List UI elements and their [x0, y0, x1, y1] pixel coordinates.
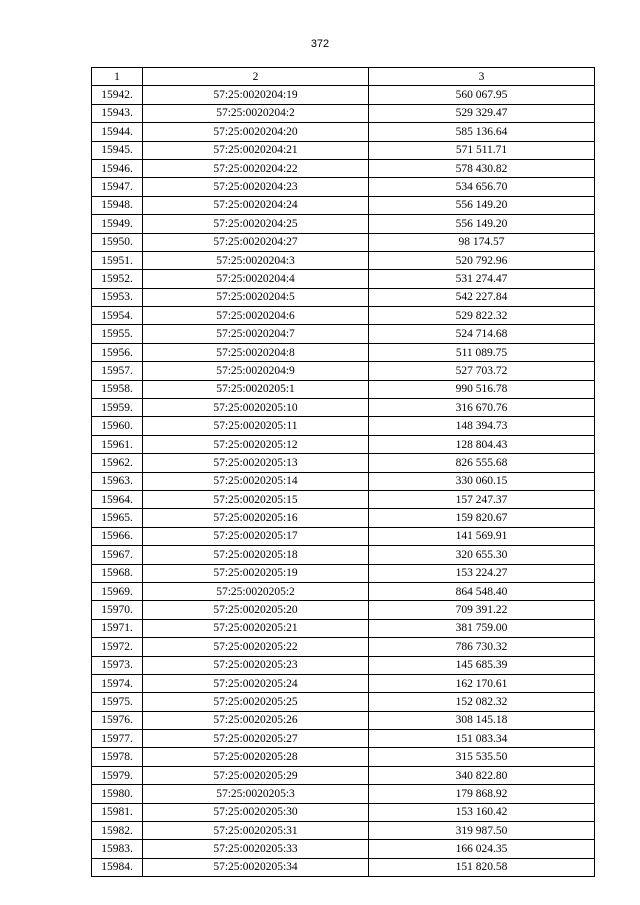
cadastral-number-cell: 57:25:0020204:4	[143, 270, 369, 288]
table-row	[92, 527, 595, 545]
cadastral-number-cell: 57:25:0020205:27	[143, 730, 369, 748]
value-cell: 381 759.00	[369, 619, 595, 637]
row-number-cell: 15952.	[92, 270, 143, 288]
row-number-cell: 15946.	[92, 159, 143, 177]
row-number-cell: 15984.	[92, 858, 143, 876]
row-number-cell: 15958.	[92, 380, 143, 398]
table-row	[92, 288, 595, 306]
value-cell: 542 227.84	[369, 288, 595, 306]
cadastral-number-cell: 57:25:0020205:20	[143, 601, 369, 619]
value-cell: 709 391.22	[369, 601, 595, 619]
cadastral-number-cell: 57:25:0020204:6	[143, 307, 369, 325]
table-row	[92, 822, 595, 840]
cadastral-number-cell: 57:25:0020205:33	[143, 840, 369, 858]
value-cell: 527 703.72	[369, 362, 595, 380]
row-number-cell: 15959.	[92, 399, 143, 417]
value-cell: 151 820.58	[369, 858, 595, 876]
cadastral-number-cell: 57:25:0020204:22	[143, 159, 369, 177]
value-cell: 524 714.68	[369, 325, 595, 343]
row-number-cell: 15947.	[92, 178, 143, 196]
row-number-cell: 15953.	[92, 288, 143, 306]
cadastral-number-cell: 57:25:0020205:2	[143, 582, 369, 600]
header-col-2: 2	[143, 68, 369, 86]
cadastral-number-cell: 57:25:0020205:34	[143, 858, 369, 876]
row-number-cell: 15968.	[92, 564, 143, 582]
row-number-cell: 15956.	[92, 343, 143, 361]
table-row	[92, 730, 595, 748]
value-cell: 152 082.32	[369, 693, 595, 711]
row-number-cell: 15970.	[92, 601, 143, 619]
page-number: 372	[310, 38, 330, 50]
value-cell: 98 174.57	[369, 233, 595, 251]
cadastral-number-cell: 57:25:0020204:19	[143, 86, 369, 104]
table-header	[92, 68, 595, 86]
value-cell: 316 670.76	[369, 399, 595, 417]
row-number-cell: 15962.	[92, 454, 143, 472]
table-row	[92, 104, 595, 122]
value-cell: 826 555.68	[369, 454, 595, 472]
cadastral-number-cell: 57:25:0020205:31	[143, 822, 369, 840]
value-cell: 148 394.73	[369, 417, 595, 435]
cadastral-number-cell: 57:25:0020205:14	[143, 472, 369, 490]
value-cell: 128 804.43	[369, 435, 595, 453]
value-cell: 145 685.39	[369, 656, 595, 674]
table-row	[92, 215, 595, 233]
cadastral-number-cell: 57:25:0020204:27	[143, 233, 369, 251]
value-cell: 864 548.40	[369, 582, 595, 600]
cadastral-number-cell: 57:25:0020205:28	[143, 748, 369, 766]
table-row	[92, 582, 595, 600]
row-number-cell: 15945.	[92, 141, 143, 159]
value-cell: 529 329.47	[369, 104, 595, 122]
table-row	[92, 674, 595, 692]
table-row	[92, 601, 595, 619]
cadastral-number-cell: 57:25:0020204:25	[143, 215, 369, 233]
row-number-cell: 15965.	[92, 509, 143, 527]
value-cell: 556 149.20	[369, 215, 595, 233]
table-row	[92, 362, 595, 380]
value-cell: 159 820.67	[369, 509, 595, 527]
row-number-cell: 15982.	[92, 822, 143, 840]
value-cell: 315 535.50	[369, 748, 595, 766]
table-row	[92, 858, 595, 876]
row-number-cell: 15961.	[92, 435, 143, 453]
header-col-3: 3	[369, 68, 595, 86]
table-row	[92, 490, 595, 508]
value-cell: 141 569.91	[369, 527, 595, 545]
value-cell: 534 656.70	[369, 178, 595, 196]
table-row	[92, 141, 595, 159]
value-cell: 585 136.64	[369, 123, 595, 141]
cadastral-number-cell: 57:25:0020204:3	[143, 251, 369, 269]
row-number-cell: 15978.	[92, 748, 143, 766]
row-number-cell: 15967.	[92, 546, 143, 564]
table-row	[92, 693, 595, 711]
table-row	[92, 711, 595, 729]
row-number-cell: 15981.	[92, 803, 143, 821]
table-body	[92, 86, 595, 877]
value-cell: 511 089.75	[369, 343, 595, 361]
row-number-cell: 15964.	[92, 490, 143, 508]
value-cell: 531 274.47	[369, 270, 595, 288]
cadastral-number-cell: 57:25:0020204:21	[143, 141, 369, 159]
row-number-cell: 15973.	[92, 656, 143, 674]
row-number-cell: 15943.	[92, 104, 143, 122]
value-cell: 308 145.18	[369, 711, 595, 729]
row-number-cell: 15975.	[92, 693, 143, 711]
header-col-1: 1	[92, 68, 143, 86]
cadastral-number-cell: 57:25:0020205:12	[143, 435, 369, 453]
table-row	[92, 546, 595, 564]
value-cell: 157 247.37	[369, 490, 595, 508]
table-row	[92, 766, 595, 784]
value-cell: 556 149.20	[369, 196, 595, 214]
value-cell: 179 868.92	[369, 785, 595, 803]
row-number-cell: 15950.	[92, 233, 143, 251]
cadastral-number-cell: 57:25:0020205:24	[143, 674, 369, 692]
table-row	[92, 178, 595, 196]
table-row	[92, 380, 595, 398]
row-number-cell: 15942.	[92, 86, 143, 104]
table-row	[92, 656, 595, 674]
table-row	[92, 840, 595, 858]
table-row	[92, 803, 595, 821]
row-number-cell: 15966.	[92, 527, 143, 545]
value-cell: 578 430.82	[369, 159, 595, 177]
table-row	[92, 748, 595, 766]
row-number-cell: 15960.	[92, 417, 143, 435]
value-cell: 786 730.32	[369, 638, 595, 656]
header-row	[92, 68, 595, 86]
value-cell: 571 511.71	[369, 141, 595, 159]
row-number-cell: 15954.	[92, 307, 143, 325]
row-number-cell: 15949.	[92, 215, 143, 233]
row-number-cell: 15944.	[92, 123, 143, 141]
row-number-cell: 15972.	[92, 638, 143, 656]
row-number-cell: 15963.	[92, 472, 143, 490]
cadastral-number-cell: 57:25:0020205:30	[143, 803, 369, 821]
table-row	[92, 251, 595, 269]
cadastral-number-cell: 57:25:0020205:22	[143, 638, 369, 656]
value-cell: 320 655.30	[369, 546, 595, 564]
table-row	[92, 472, 595, 490]
value-cell: 162 170.61	[369, 674, 595, 692]
cadastral-number-cell: 57:25:0020205:16	[143, 509, 369, 527]
cadastral-number-cell: 57:25:0020205:29	[143, 766, 369, 784]
table-row	[92, 454, 595, 472]
row-number-cell: 15951.	[92, 251, 143, 269]
value-cell: 560 067.95	[369, 86, 595, 104]
row-number-cell: 15969.	[92, 582, 143, 600]
value-cell: 151 083.34	[369, 730, 595, 748]
cadastral-number-cell: 57:25:0020204:20	[143, 123, 369, 141]
table-row	[92, 785, 595, 803]
table-row	[92, 509, 595, 527]
row-number-cell: 15983.	[92, 840, 143, 858]
cadastral-number-cell: 57:25:0020205:13	[143, 454, 369, 472]
cadastral-number-cell: 57:25:0020205:11	[143, 417, 369, 435]
cadastral-number-cell: 57:25:0020205:10	[143, 399, 369, 417]
cadastral-number-cell: 57:25:0020205:19	[143, 564, 369, 582]
table-row	[92, 564, 595, 582]
row-number-cell: 15980.	[92, 785, 143, 803]
row-number-cell: 15957.	[92, 362, 143, 380]
table-row	[92, 435, 595, 453]
row-number-cell: 15948.	[92, 196, 143, 214]
value-cell: 520 792.96	[369, 251, 595, 269]
cadastral-number-cell: 57:25:0020205:3	[143, 785, 369, 803]
cadastral-number-cell: 57:25:0020205:23	[143, 656, 369, 674]
row-number-cell: 15955.	[92, 325, 143, 343]
table-row	[92, 307, 595, 325]
table-row	[92, 159, 595, 177]
row-number-cell: 15971.	[92, 619, 143, 637]
cadastral-number-cell: 57:25:0020205:15	[143, 490, 369, 508]
table-row	[92, 343, 595, 361]
table-row	[92, 399, 595, 417]
row-number-cell: 15974.	[92, 674, 143, 692]
value-cell: 166 024.35	[369, 840, 595, 858]
cadastral-number-cell: 57:25:0020204:5	[143, 288, 369, 306]
table-row	[92, 619, 595, 637]
cadastral-number-cell: 57:25:0020204:7	[143, 325, 369, 343]
cadastral-number-cell: 57:25:0020205:18	[143, 546, 369, 564]
table-row	[92, 233, 595, 251]
cadastral-number-cell: 57:25:0020204:23	[143, 178, 369, 196]
table-row	[92, 325, 595, 343]
row-number-cell: 15977.	[92, 730, 143, 748]
table-row	[92, 196, 595, 214]
row-number-cell: 15979.	[92, 766, 143, 784]
value-cell: 990 516.78	[369, 380, 595, 398]
cadastral-number-cell: 57:25:0020204:9	[143, 362, 369, 380]
value-cell: 340 822.80	[369, 766, 595, 784]
table-row	[92, 270, 595, 288]
table-row	[92, 638, 595, 656]
cadastral-number-cell: 57:25:0020205:1	[143, 380, 369, 398]
value-cell: 153 224.27	[369, 564, 595, 582]
value-cell: 153 160.42	[369, 803, 595, 821]
cadastral-number-cell: 57:25:0020205:26	[143, 711, 369, 729]
cadastral-number-cell: 57:25:0020204:8	[143, 343, 369, 361]
value-cell: 529 822.32	[369, 307, 595, 325]
row-number-cell: 15976.	[92, 711, 143, 729]
cadastral-number-cell: 57:25:0020204:24	[143, 196, 369, 214]
table-row	[92, 123, 595, 141]
value-cell: 330 060.15	[369, 472, 595, 490]
cadastral-number-cell: 57:25:0020205:17	[143, 527, 369, 545]
value-cell: 319 987.50	[369, 822, 595, 840]
table-row	[92, 417, 595, 435]
table-row	[92, 86, 595, 104]
cadastral-number-cell: 57:25:0020204:2	[143, 104, 369, 122]
registry-table	[91, 67, 595, 877]
cadastral-number-cell: 57:25:0020205:25	[143, 693, 369, 711]
cadastral-number-cell: 57:25:0020205:21	[143, 619, 369, 637]
